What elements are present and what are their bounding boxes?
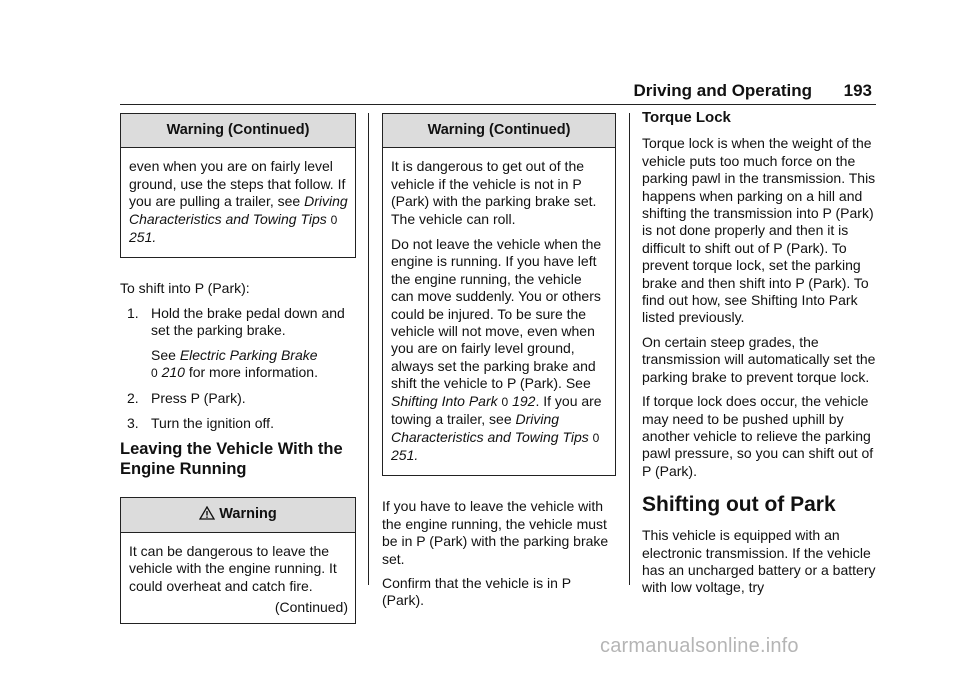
step-note: See Electric Parking Brake 0 210 for more information. (151, 346, 318, 381)
warning-title: Warning (Continued) (121, 114, 355, 148)
list-item: 1. Hold the brake pedal down and set the parking brake. (127, 304, 345, 339)
section-heading: Leaving the Vehicle With the Engine Running (120, 440, 343, 479)
section-heading: Shifting out of Park (642, 493, 836, 517)
column-2 (382, 113, 616, 617)
list-item: 3. Turn the ignition off. (127, 414, 274, 431)
warning-text: It can be dangerous to leave the vehicle with the engine running. It could overheat and catch fire. (129, 542, 337, 594)
warning-text: It is dangerous to get out of the vehicle if the vehicle is not in P (Park) with the parking brake set. The vehicle can roll. (391, 158, 597, 227)
body-paragraph: On certain steep grades, the transmission will automatically set the parking brake to prevent torque lock. (642, 333, 876, 385)
watermark: carmanualsonline.info (600, 635, 799, 657)
warning-title: Warning (121, 498, 355, 532)
body-paragraph: If you have to leave the vehicle with the engine running, the vehicle must be in P (Park) with the parking brake set. (382, 498, 609, 567)
page-header (120, 82, 876, 104)
steps-list-continued (120, 390, 356, 432)
column-1 (120, 113, 356, 624)
page-reference[interactable]: 192 (512, 392, 536, 409)
continued-label: (Continued) (274, 598, 348, 615)
page-reference[interactable]: 210 (161, 364, 185, 381)
warning-text: Do not leave the vehicle when the engine is running. If you have left the engine running, the vehicle can move suddenly. You or others could be injured. To be sure the vehicle will not move, even when you are on fairly level ground, always set the parking brake and shift the vehicle to P (Park). See Shifting Into Park 0 192. If you are towing a trailer, see Driving Characteristics and Towing Tips 0 251. (391, 236, 602, 463)
list-item: 2. Press P (Park). (127, 390, 246, 407)
warning-triangle-icon (199, 506, 215, 520)
column-divider-2 (629, 113, 630, 585)
header-divider (120, 104, 876, 105)
cross-reference-link[interactable]: Driving Characteristics and Towing Tips (129, 193, 348, 227)
warning-box-continued (382, 113, 616, 476)
warning-text: even when you are on fairly level ground, use the steps that follow. If you are pulling a trailer, see Driving Characteristics and Towing Tips 0 251. (129, 158, 348, 246)
warning-title: Warning (Continued) (383, 114, 615, 148)
page-reference[interactable]: 251. (129, 229, 157, 246)
steps-list (120, 305, 356, 340)
column-divider-1 (368, 113, 369, 585)
column-3 (642, 109, 876, 604)
warning-box-continued (120, 113, 356, 258)
cross-reference-link[interactable]: Electric Parking Brake (179, 346, 318, 363)
cross-reference-link[interactable]: Driving Characteristics and Towing Tips (391, 411, 589, 445)
page-number: 193 (843, 81, 872, 100)
body-paragraph: This vehicle is equipped with an electronic transmission. If the vehicle has an uncharged battery or a battery with low voltage, try (642, 527, 876, 596)
warning-box (120, 497, 356, 624)
body-paragraph: Torque lock is when the weight of the vehicle puts too much force on the parking pawl in the transmission. This happens when parking on a hill and shifting the transmission into P (Park) is not done properly and then it is difficult to shift out of P (Park). To prevent torque lock, set the parking brake and then shift into P (Park). To find out how, see Shifting Into Park listed previously. (642, 135, 876, 326)
body-paragraph: If torque lock does occur, the vehicle may need to be pushed uphill by another vehicle to relieve the parking pawl pressure, so you can shift out of P (Park). (642, 393, 874, 479)
subsection-heading: Torque Lock (642, 109, 731, 126)
section-title: Driving and Operating (633, 81, 812, 100)
body-paragraph: Confirm that the vehicle is in P (Park). (382, 574, 571, 609)
page-reference[interactable]: 251. (391, 446, 419, 463)
intro-text: To shift into P (Park): (120, 280, 250, 297)
cross-reference-link[interactable]: Shifting Into Park (391, 392, 498, 409)
